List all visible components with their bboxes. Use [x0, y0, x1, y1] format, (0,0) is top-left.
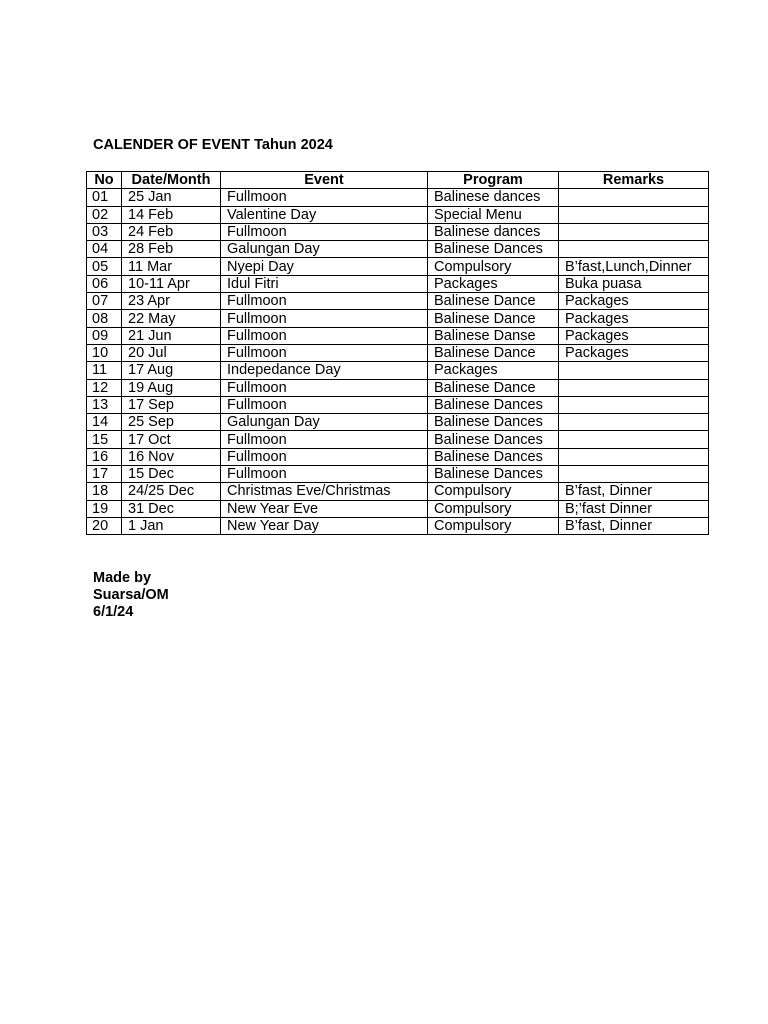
table-row [87, 275, 709, 292]
cell-remarks [559, 189, 709, 206]
cell-date: 15 Dec [122, 466, 221, 483]
cell-no: 09 [87, 327, 122, 344]
table-row [87, 206, 709, 223]
cell-remarks: Packages [559, 293, 709, 310]
cell-no: 06 [87, 275, 122, 292]
cell-no: 15 [87, 431, 122, 448]
cell-program: Compulsory [428, 258, 559, 275]
cell-event: Fullmoon [221, 344, 428, 361]
cell-remarks: B’fast, Dinner [559, 517, 709, 534]
cell-date: 24/25 Dec [122, 483, 221, 500]
table-row [87, 327, 709, 344]
cell-remarks: Packages [559, 327, 709, 344]
cell-program: Balinese Dance [428, 293, 559, 310]
cell-no: 14 [87, 414, 122, 431]
cell-program: Balinese Dances [428, 431, 559, 448]
cell-date: 28 Feb [122, 241, 221, 258]
table-row [87, 362, 709, 379]
table-row [87, 517, 709, 534]
cell-event: Indepedance Day [221, 362, 428, 379]
cell-event: Fullmoon [221, 223, 428, 240]
cell-event: Fullmoon [221, 431, 428, 448]
cell-event: Fullmoon [221, 466, 428, 483]
cell-program: Balinese Dance [428, 379, 559, 396]
column-header-no: No [87, 172, 122, 189]
cell-date: 20 Jul [122, 344, 221, 361]
cell-date: 10-11 Apr [122, 275, 221, 292]
cell-no: 10 [87, 344, 122, 361]
cell-remarks [559, 362, 709, 379]
cell-no: 17 [87, 466, 122, 483]
cell-remarks [559, 448, 709, 465]
cell-date: 19 Aug [122, 379, 221, 396]
document-date: 6/1/24 [93, 604, 134, 620]
cell-event: New Year Eve [221, 500, 428, 517]
column-header-date: Date/Month [122, 172, 221, 189]
cell-event: Christmas Eve/Christmas [221, 483, 428, 500]
cell-remarks [559, 206, 709, 223]
cell-event: Fullmoon [221, 327, 428, 344]
cell-event: Galungan Day [221, 241, 428, 258]
cell-date: 16 Nov [122, 448, 221, 465]
table-header-row [87, 172, 709, 189]
cell-event: New Year Day [221, 517, 428, 534]
cell-date: 14 Feb [122, 206, 221, 223]
document-footer [93, 570, 169, 621]
cell-program: Balinese Dances [428, 241, 559, 258]
cell-no: 18 [87, 483, 122, 500]
table-row [87, 241, 709, 258]
cell-no: 19 [87, 500, 122, 517]
cell-program: Compulsory [428, 483, 559, 500]
cell-event: Galungan Day [221, 414, 428, 431]
cell-no: 01 [87, 189, 122, 206]
cell-date: 17 Oct [122, 431, 221, 448]
cell-remarks: B’fast,Lunch,Dinner [559, 258, 709, 275]
cell-remarks: B’fast, Dinner [559, 483, 709, 500]
cell-no: 12 [87, 379, 122, 396]
document-title: CALENDER OF EVENT Tahun 2024 [93, 137, 333, 153]
cell-program: Balinese dances [428, 223, 559, 240]
column-header-event: Event [221, 172, 428, 189]
cell-program: Balinese Danse [428, 327, 559, 344]
cell-no: 05 [87, 258, 122, 275]
cell-remarks [559, 431, 709, 448]
cell-no: 04 [87, 241, 122, 258]
cell-event: Fullmoon [221, 310, 428, 327]
cell-program: Balinese dances [428, 189, 559, 206]
cell-program: Balinese Dance [428, 310, 559, 327]
cell-event: Fullmoon [221, 379, 428, 396]
cell-remarks [559, 241, 709, 258]
cell-remarks [559, 223, 709, 240]
cell-event: Fullmoon [221, 189, 428, 206]
table-row [87, 396, 709, 413]
cell-program: Compulsory [428, 500, 559, 517]
cell-remarks: B;’fast Dinner [559, 500, 709, 517]
table-row [87, 189, 709, 206]
cell-remarks [559, 396, 709, 413]
cell-no: 16 [87, 448, 122, 465]
table-row [87, 310, 709, 327]
cell-no: 08 [87, 310, 122, 327]
cell-program: Balinese Dances [428, 466, 559, 483]
cell-event: Fullmoon [221, 293, 428, 310]
cell-program: Compulsory [428, 517, 559, 534]
cell-remarks: Packages [559, 310, 709, 327]
cell-date: 24 Feb [122, 223, 221, 240]
cell-date: 25 Jan [122, 189, 221, 206]
author-name: Suarsa/OM [93, 587, 169, 603]
cell-no: 03 [87, 223, 122, 240]
cell-event: Idul Fitri [221, 275, 428, 292]
cell-program: Balinese Dances [428, 396, 559, 413]
cell-event: Nyepi Day [221, 258, 428, 275]
table-row [87, 431, 709, 448]
cell-no: 11 [87, 362, 122, 379]
cell-date: 22 May [122, 310, 221, 327]
cell-event: Valentine Day [221, 206, 428, 223]
column-header-program: Program [428, 172, 559, 189]
table-row [87, 414, 709, 431]
cell-event: Fullmoon [221, 448, 428, 465]
cell-program: Packages [428, 275, 559, 292]
cell-remarks [559, 414, 709, 431]
cell-date: 1 Jan [122, 517, 221, 534]
cell-no: 07 [87, 293, 122, 310]
cell-no: 13 [87, 396, 122, 413]
table-row [87, 466, 709, 483]
cell-date: 31 Dec [122, 500, 221, 517]
table-row [87, 500, 709, 517]
made-by-label: Made by [93, 570, 152, 586]
cell-date: 23 Apr [122, 293, 221, 310]
cell-no: 02 [87, 206, 122, 223]
table-row [87, 258, 709, 275]
cell-date: 25 Sep [122, 414, 221, 431]
cell-date: 17 Aug [122, 362, 221, 379]
table-row [87, 344, 709, 361]
cell-date: 11 Mar [122, 258, 221, 275]
cell-date: 17 Sep [122, 396, 221, 413]
column-header-remarks: Remarks [559, 172, 709, 189]
cell-remarks [559, 379, 709, 396]
table-row [87, 293, 709, 310]
cell-program: Balinese Dances [428, 448, 559, 465]
event-calendar-table [86, 171, 709, 535]
cell-program: Packages [428, 362, 559, 379]
table-row [87, 223, 709, 240]
table-row [87, 483, 709, 500]
table-body [87, 189, 709, 535]
cell-program: Balinese Dances [428, 414, 559, 431]
cell-no: 20 [87, 517, 122, 534]
cell-event: Fullmoon [221, 396, 428, 413]
cell-program: Special Menu [428, 206, 559, 223]
cell-remarks: Buka puasa [559, 275, 709, 292]
table-row [87, 379, 709, 396]
cell-remarks [559, 466, 709, 483]
cell-program: Balinese Dance [428, 344, 559, 361]
table-row [87, 448, 709, 465]
cell-remarks: Packages [559, 344, 709, 361]
cell-date: 21 Jun [122, 327, 221, 344]
